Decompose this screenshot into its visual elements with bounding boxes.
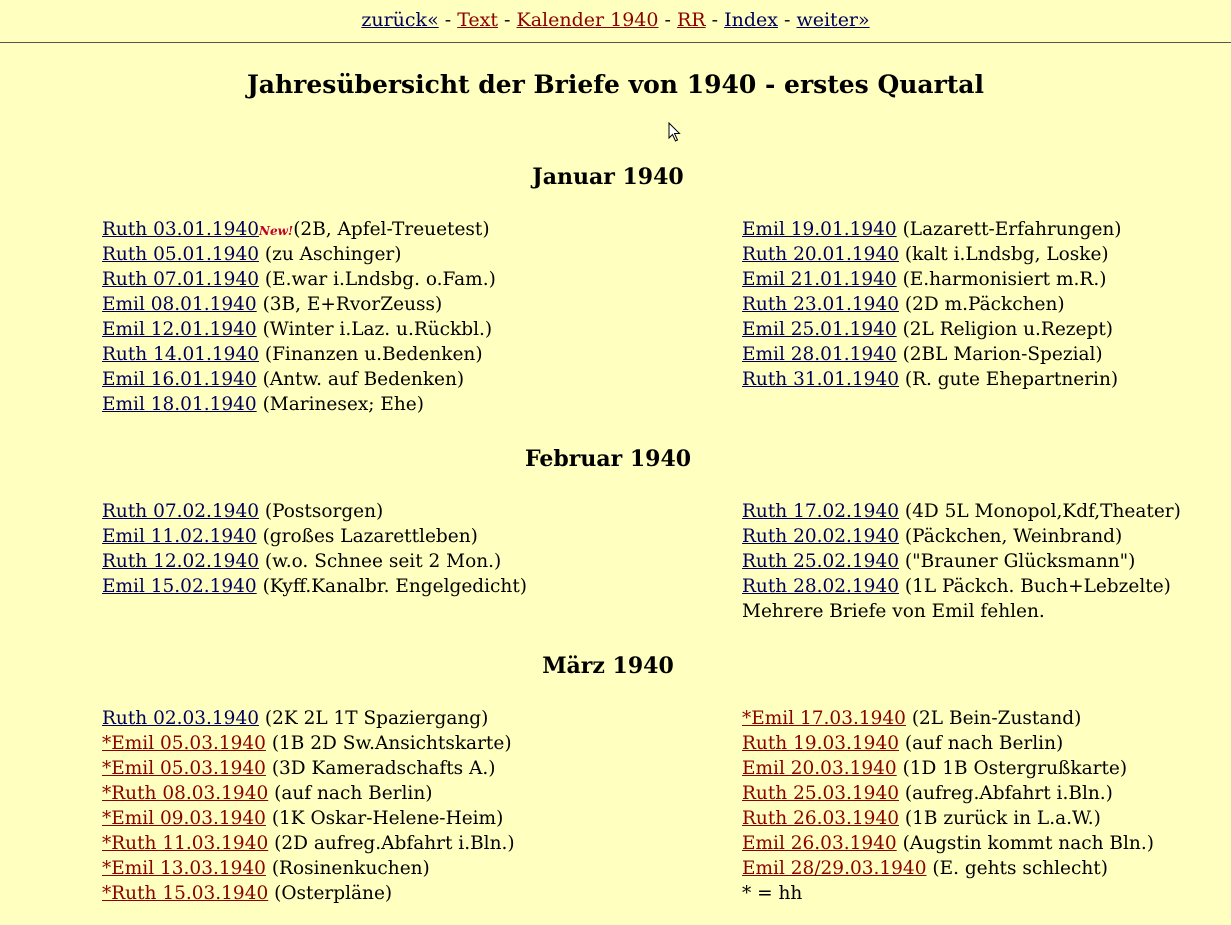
letter-link[interactable]: Ruth 26.03.1940 bbox=[742, 808, 899, 829]
letter-link[interactable]: Ruth 05.01.1940 bbox=[102, 244, 259, 265]
letter-note: (E.harmonisiert m.R.) bbox=[896, 269, 1107, 290]
nav-calendar-link[interactable]: Kalender 1940 bbox=[516, 9, 659, 31]
letter-link[interactable]: Ruth 31.01.1940 bbox=[742, 369, 899, 390]
list-item bbox=[742, 242, 1122, 267]
list-item bbox=[102, 756, 515, 781]
list-item bbox=[742, 217, 1122, 242]
letter-link[interactable]: Ruth 23.01.1940 bbox=[742, 294, 899, 315]
letter-note: (Finanzen u.Bedenken) bbox=[259, 344, 483, 365]
nav-next-link[interactable]: weiter» bbox=[796, 9, 870, 31]
letter-link[interactable]: Ruth 28.02.1940 bbox=[742, 576, 899, 597]
letter-link[interactable]: Emil 12.01.1940 bbox=[102, 319, 257, 340]
nav-back-link[interactable]: zurück« bbox=[361, 9, 439, 31]
nav-separator: - bbox=[498, 9, 517, 31]
letter-link[interactable]: Emil 20.03.1940 bbox=[742, 758, 897, 779]
letter-note: (2BL Marion-Spezial) bbox=[896, 344, 1103, 365]
letter-note: (1B 2D Sw.Ansichtskarte) bbox=[265, 733, 512, 754]
top-navigation bbox=[0, 0, 1231, 43]
list-item bbox=[102, 731, 515, 756]
letter-list-right bbox=[742, 499, 1181, 624]
letter-note: (1L Päckch. Buch+Lebzelte) bbox=[899, 576, 1171, 597]
letter-link[interactable]: *Ruth 08.03.1940 bbox=[102, 783, 269, 804]
letter-link[interactable]: Emil 28.01.1940 bbox=[742, 344, 897, 365]
letter-link[interactable]: *Ruth 15.03.1940 bbox=[102, 883, 269, 904]
nav-separator: - bbox=[658, 9, 677, 31]
letter-note: (Augstin kommt nach Bln.) bbox=[896, 833, 1154, 854]
letter-link[interactable]: Ruth 07.01.1940 bbox=[102, 269, 259, 290]
letter-note: (Lazarett-Erfahrungen) bbox=[896, 219, 1122, 240]
list-item bbox=[742, 806, 1154, 831]
letter-note: (Osterpläne) bbox=[268, 883, 393, 904]
list-item bbox=[742, 856, 1154, 881]
letter-note: (R. gute Ehepartnerin) bbox=[899, 369, 1119, 390]
letter-note: (Postsorgen) bbox=[259, 501, 384, 522]
letter-note: (Marinesex; Ehe) bbox=[256, 394, 424, 415]
letter-link[interactable]: *Ruth 11.03.1940 bbox=[102, 833, 269, 854]
list-item bbox=[742, 524, 1181, 549]
list-item bbox=[742, 881, 1154, 906]
letter-note: (Antw. auf Bedenken) bbox=[256, 369, 465, 390]
letter-note: Mehrere Briefe von Emil fehlen. bbox=[742, 601, 1045, 622]
list-item bbox=[742, 292, 1122, 317]
letter-link[interactable]: Emil 21.01.1940 bbox=[742, 269, 897, 290]
list-item bbox=[102, 806, 515, 831]
letter-list-left bbox=[102, 499, 527, 599]
letter-note: (aufreg.Abfahrt i.Bln.) bbox=[899, 783, 1113, 804]
letter-note: (2K 2L 1T Spaziergang) bbox=[259, 708, 489, 729]
list-item bbox=[102, 524, 527, 549]
list-item bbox=[742, 756, 1154, 781]
list-item bbox=[742, 342, 1122, 367]
letter-link[interactable]: Emil 11.02.1940 bbox=[102, 526, 257, 547]
letter-note: (2B, Apfel-Treuetest) bbox=[293, 219, 490, 240]
letter-note: (3B, E+RvorZeuss) bbox=[256, 294, 443, 315]
letter-note: (2D aufreg.Abfahrt i.Bln.) bbox=[268, 833, 515, 854]
nav-separator: - bbox=[705, 9, 725, 31]
letter-link[interactable]: Ruth 03.01.1940 bbox=[102, 219, 259, 240]
letter-link[interactable]: Emil 19.01.1940 bbox=[742, 219, 897, 240]
list-item bbox=[102, 574, 527, 599]
letter-note: (Kyff.Kanalbr. Engelgedicht) bbox=[256, 576, 527, 597]
new-badge: New! bbox=[259, 224, 294, 238]
list-item bbox=[102, 881, 515, 906]
letter-link[interactable]: Ruth 20.01.1940 bbox=[742, 244, 899, 265]
nav-separator: - bbox=[438, 9, 458, 31]
list-item bbox=[102, 831, 515, 856]
letter-link[interactable]: Ruth 20.02.1940 bbox=[742, 526, 899, 547]
letter-link[interactable]: Emil 25.01.1940 bbox=[742, 319, 897, 340]
letter-note: (2L Bein-Zustand) bbox=[905, 708, 1082, 729]
letter-note: (1B zurück in L.a.W.) bbox=[899, 808, 1101, 829]
list-item bbox=[102, 499, 527, 524]
letter-link[interactable]: *Emil 17.03.1940 bbox=[742, 708, 906, 729]
mouse-pointer-icon bbox=[668, 122, 682, 142]
letter-link[interactable]: *Emil 05.03.1940 bbox=[102, 758, 266, 779]
letter-note: (1D 1B Ostergrußkarte) bbox=[896, 758, 1128, 779]
list-item bbox=[102, 267, 496, 292]
letter-link[interactable]: Emil 28/29.03.1940 bbox=[742, 858, 927, 879]
letter-note: (2L Religion u.Rezept) bbox=[896, 319, 1113, 340]
list-item bbox=[742, 367, 1122, 392]
letter-link[interactable]: *Emil 09.03.1940 bbox=[102, 808, 266, 829]
list-item bbox=[742, 599, 1181, 624]
nav-separator: - bbox=[777, 9, 797, 31]
letter-note: (Päckchen, Weinbrand) bbox=[899, 526, 1123, 547]
list-item bbox=[742, 831, 1154, 856]
letter-link[interactable]: Ruth 19.03.1940 bbox=[742, 733, 899, 754]
letter-note: (Winter i.Laz. u.Rückbl.) bbox=[256, 319, 493, 340]
list-item bbox=[742, 549, 1181, 574]
letter-link[interactable]: Ruth 12.02.1940 bbox=[102, 551, 259, 572]
month-heading: Februar 1940 bbox=[524, 446, 692, 472]
letter-link[interactable]: Ruth 25.03.1940 bbox=[742, 783, 899, 804]
list-item bbox=[102, 856, 515, 881]
letter-link[interactable]: Ruth 02.03.1940 bbox=[102, 708, 259, 729]
letter-note: (E.war i.Lndsbg. o.Fam.) bbox=[259, 269, 496, 290]
letter-link[interactable]: Emil 26.03.1940 bbox=[742, 833, 897, 854]
letter-link[interactable]: Emil 18.01.1940 bbox=[102, 394, 257, 415]
list-item bbox=[102, 317, 496, 342]
letter-list-left bbox=[102, 706, 515, 906]
letter-note: ("Brauner Glücksmann") bbox=[899, 551, 1136, 572]
nav-rr-link[interactable]: RR bbox=[676, 9, 706, 31]
letter-note: (auf nach Berlin) bbox=[899, 733, 1064, 754]
letter-link[interactable]: *Emil 13.03.1940 bbox=[102, 858, 266, 879]
letter-link[interactable]: Ruth 17.02.1940 bbox=[742, 501, 899, 522]
letter-list-right bbox=[742, 706, 1154, 906]
list-item bbox=[742, 267, 1122, 292]
letter-note: (E. gehts schlecht) bbox=[926, 858, 1108, 879]
list-item bbox=[742, 731, 1154, 756]
letter-note: (3D Kameradschafts A.) bbox=[265, 758, 496, 779]
list-item bbox=[742, 781, 1154, 806]
letter-note: (kalt i.Lndsbg, Loske) bbox=[899, 244, 1109, 265]
nav-index-link[interactable]: Index bbox=[724, 9, 778, 31]
list-item bbox=[102, 781, 515, 806]
letter-note: (w.o. Schnee seit 2 Mon.) bbox=[259, 551, 502, 572]
list-item bbox=[742, 574, 1181, 599]
list-item bbox=[102, 706, 515, 731]
list-item bbox=[102, 292, 496, 317]
letter-note: (auf nach Berlin) bbox=[268, 783, 433, 804]
list-item bbox=[742, 499, 1181, 524]
nav-text-link[interactable]: Text bbox=[457, 9, 498, 31]
letter-link[interactable]: Emil 08.01.1940 bbox=[102, 294, 257, 315]
list-item bbox=[102, 549, 527, 574]
list-item bbox=[102, 242, 496, 267]
letter-link[interactable]: Ruth 14.01.1940 bbox=[102, 344, 259, 365]
letter-note: (zu Aschinger) bbox=[259, 244, 402, 265]
letter-link[interactable]: Emil 16.01.1940 bbox=[102, 369, 257, 390]
list-item bbox=[102, 342, 496, 367]
letter-link[interactable]: Ruth 25.02.1940 bbox=[742, 551, 899, 572]
list-item bbox=[742, 317, 1122, 342]
list-item bbox=[102, 392, 496, 417]
letter-note: (4D 5L Monopol,Kdf,Theater) bbox=[899, 501, 1181, 522]
month-heading: Januar 1940 bbox=[532, 164, 684, 190]
letter-list-left bbox=[102, 217, 496, 417]
letter-link[interactable]: Emil 15.02.1940 bbox=[102, 576, 257, 597]
page-title: Jahresübersicht der Briefe von 1940 - erstes Quartal bbox=[246, 70, 985, 99]
letter-link[interactable]: *Emil 05.03.1940 bbox=[102, 733, 266, 754]
letter-list-right bbox=[742, 217, 1122, 392]
list-item bbox=[102, 217, 496, 242]
letter-note: (1K Oskar-Helene-Heim) bbox=[265, 808, 504, 829]
letter-note: (2D m.Päckchen) bbox=[899, 294, 1065, 315]
letter-link[interactable]: Ruth 07.02.1940 bbox=[102, 501, 259, 522]
list-item bbox=[742, 706, 1154, 731]
letter-note: (großes Lazarettleben) bbox=[256, 526, 478, 547]
month-heading: März 1940 bbox=[542, 653, 674, 679]
letter-note: * = hh bbox=[742, 883, 803, 904]
letter-note: (Rosinenkuchen) bbox=[265, 858, 430, 879]
list-item bbox=[102, 367, 496, 392]
